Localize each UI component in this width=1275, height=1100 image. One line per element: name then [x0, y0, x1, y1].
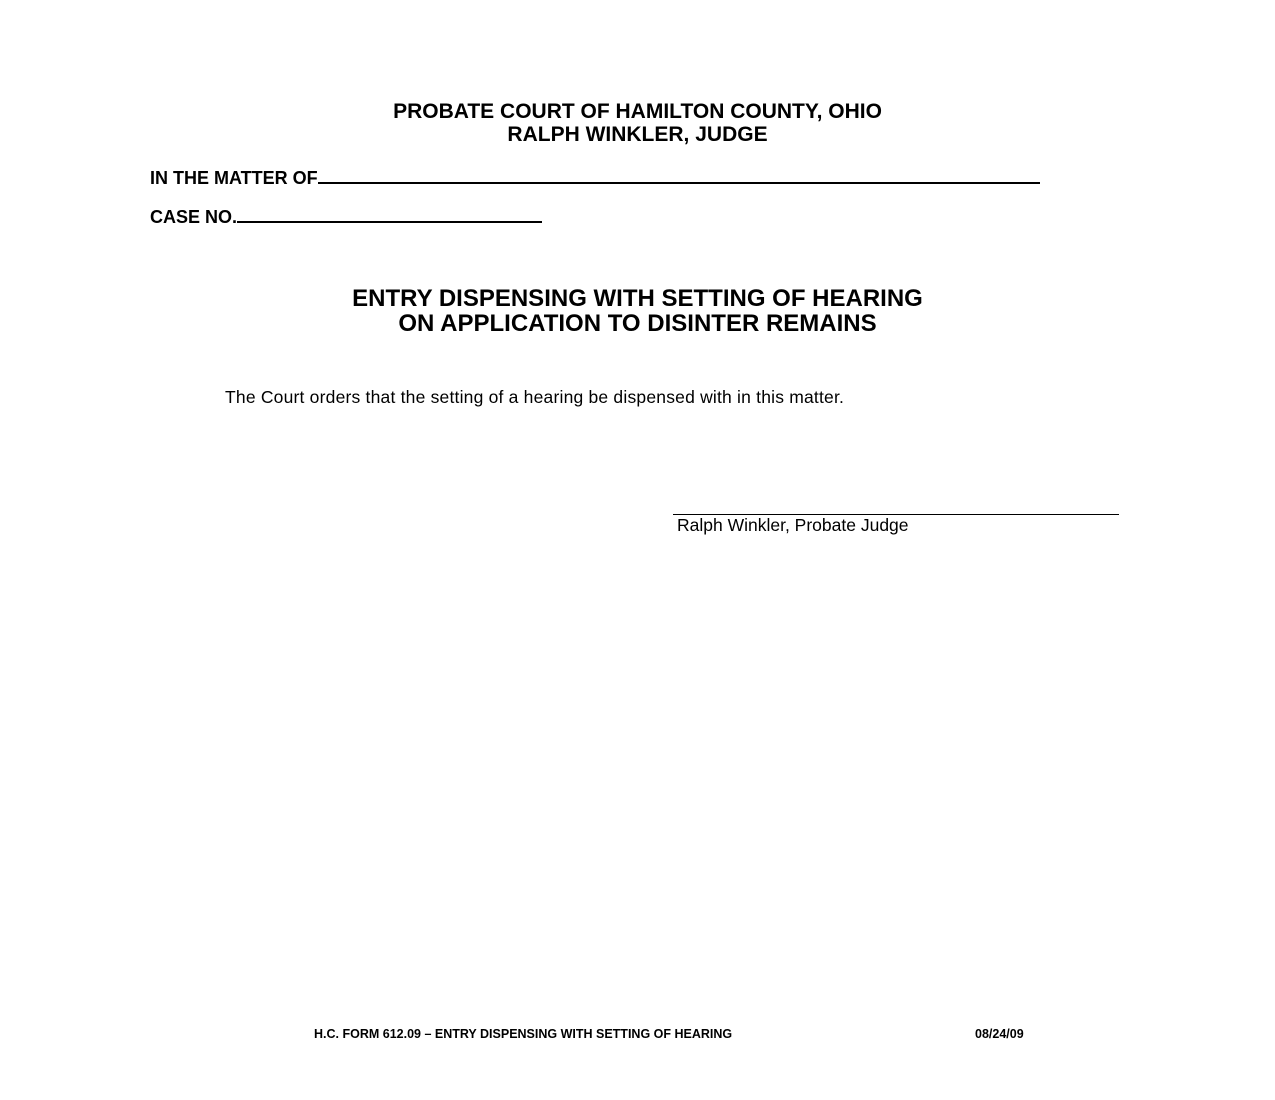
matter-field: [150, 168, 1040, 189]
footer-form: H.C. FORM 612.09 – ENTRY DISPENSING WITH SETTING OF HEARING: [314, 1027, 733, 1041]
case-input[interactable]: [237, 207, 542, 223]
document-title-line2: ON APPLICATION TO DISINTER REMAINS: [398, 310, 877, 337]
document-title-line1: ENTRY DISPENSING WITH SETTING OF HEARING: [352, 285, 923, 312]
signature-name: Ralph Winkler, Probate Judge: [677, 515, 909, 535]
case-field: [150, 207, 542, 228]
judge-name: RALPH WINKLER, JUDGE: [507, 123, 768, 146]
case-label: CASE NO.: [150, 207, 238, 227]
matter-label: IN THE MATTER OF: [150, 168, 318, 188]
order-text: The Court orders that the setting of a hearing be dispensed with in this matter.: [225, 387, 845, 407]
footer-date: 08/24/09: [975, 1027, 1024, 1041]
matter-input[interactable]: [318, 168, 1040, 184]
court-name: PROBATE COURT OF HAMILTON COUNTY, OHIO: [393, 100, 882, 123]
